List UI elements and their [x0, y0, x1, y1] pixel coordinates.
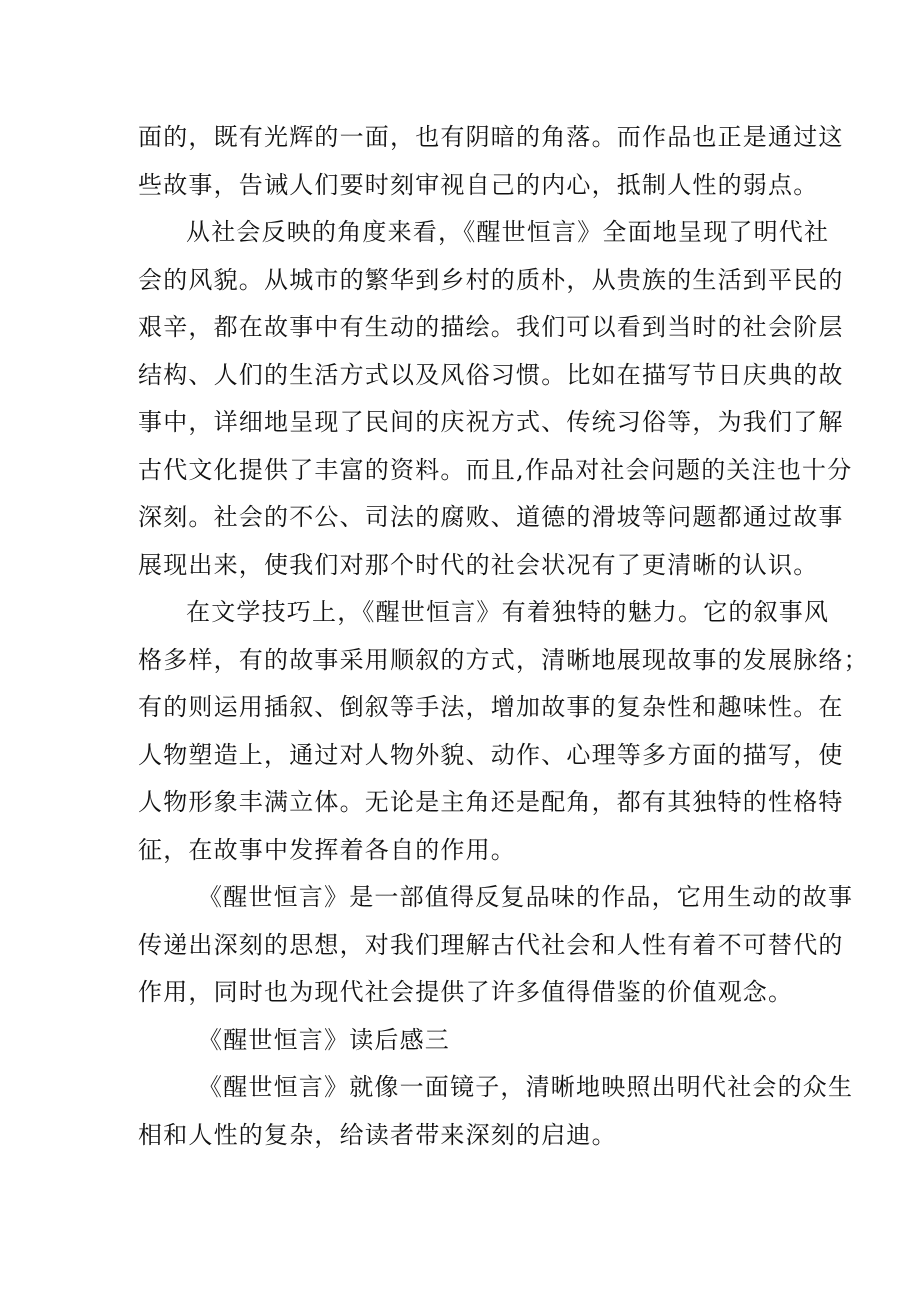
paragraph-line: 有的则运用插叙、倒叙等手法，增加故事的复杂性和趣味性。在 — [138, 693, 844, 721]
paragraph-line: 作用，同时也为现代社会提供了许多值得借鉴的价值观念。 — [138, 978, 794, 1006]
paragraph-line: 人物形象丰满立体。无论是主角还是配角，都有其独特的性格特 — [138, 788, 844, 816]
paragraph-line: 艰辛，都在故事中有生动的描绘。我们可以看到当时的社会阶层 — [138, 313, 844, 341]
paragraph-line: 会的风貌。从城市的繁华到乡村的质朴，从贵族的生活到平民的 — [138, 265, 844, 294]
document-body — [138, 114, 869, 1159]
paragraph-line: 结构、人们的生活方式以及风俗习惯。比如在描写节日庆典的故 — [138, 360, 844, 389]
paragraph-line: 相和人性的复杂，给读者带来深刻的启迪。 — [138, 1120, 617, 1149]
paragraph-line: 格多样，有的故事采用顺叙的方式，清晰地展现故事的发展脉络； — [138, 645, 869, 674]
paragraph-line: 在文学技巧上，《醒世恒言》有着独特的魅力。它的叙事风 — [186, 598, 830, 626]
paragraph-line: 《醒世恒言》就像一面镜子，清晰地映照出明代社会的众生 — [198, 1073, 854, 1101]
paragraph-line: 古代文化提供了丰富的资料。而且,作品对社会问题的关注也十分 — [138, 455, 853, 484]
paragraph-line: 些故事，告诫人们要时刻审视自己的内心，抵制人性的弱点。 — [138, 170, 819, 199]
paragraph-line: 征，在故事中发挥着各自的作用。 — [138, 835, 516, 864]
paragraph-line: 从社会反映的角度来看，《醒世恒言》全面地呈现了明代社 — [186, 218, 830, 246]
paragraph-line: 面的，既有光辉的一面，也有阴暗的角落。而作品也正是通过这 — [138, 123, 844, 151]
paragraph-line: 深刻。社会的不公、司法的腐败、道德的滑坡等问题都通过故事 — [138, 503, 844, 531]
paragraph-line: 《醒世恒言》是一部值得反复品味的作品，它用生动的故事 — [198, 883, 854, 911]
paragraph-line: 展现出来，使我们对那个时代的社会状况有了更清晰的认识。 — [138, 550, 819, 579]
paragraph-line: 人物塑造上，通过对人物外貌、动作、心理等多方面的描写，使 — [138, 740, 844, 769]
paragraph-line: 传递出深刻的思想，对我们理解古代社会和人性有着不可替代的 — [138, 930, 844, 959]
paragraph-line: 事中，详细地呈现了民间的庆祝方式、传统习俗等，为我们了解 — [138, 408, 844, 436]
section-heading: 《醒世恒言》读后感三 — [198, 1025, 450, 1054]
